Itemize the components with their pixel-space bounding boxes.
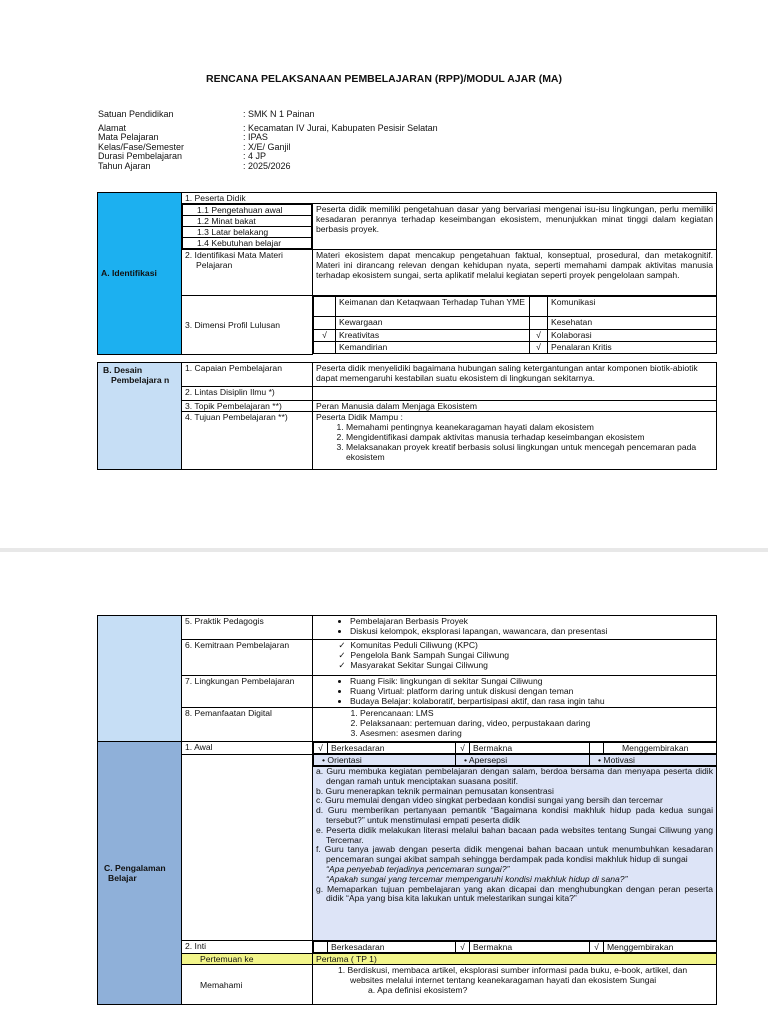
rpp-table-page2 [97, 615, 717, 1005]
awal-check [590, 743, 604, 754]
kemitraan-item: Komunitas Peduli Ciliwung (KPC) [350, 640, 478, 650]
awal-option: Apersepsi [468, 755, 508, 765]
document-title: RENCANA PELAKSANAAN PEMBELAJARAN (RPP)/MODUL AJAR (MA) [205, 73, 563, 85]
kemitraan-cell [313, 640, 717, 676]
profil-check [314, 297, 336, 317]
topik-label: 3. Topik Pembelajaran **) [182, 401, 313, 412]
profil-check [530, 317, 548, 330]
meta-key: Satuan Pendidikan [98, 109, 174, 119]
profil-check [530, 297, 548, 317]
section-b-label-text: B. Desain Pembelajara n [103, 365, 170, 385]
digital-item: 1. Perencanaan: LMS [360, 708, 713, 718]
meta-value: : X/E/ Ganjil [243, 141, 291, 152]
pd-item: 1.1 Pengetahuan awal [183, 205, 312, 216]
check-icon: ✓ [338, 660, 346, 670]
tujuan-item: 1. Memahami pentingnya keanekaragaman hayati dalam ekosistem [346, 422, 713, 432]
meta-key: Alamat [98, 122, 127, 133]
profil-item: Kewargaan [336, 317, 530, 330]
praktik-item: • Diskusi kelompok, eksplorasi lapangan, wawancara, dan presentasi [350, 626, 713, 636]
awal-option: Orientasi [327, 755, 362, 765]
profil-item: Keimanan dan Ketaqwaan Terhadap Tuhan YME [336, 297, 530, 317]
rpp-table-page1-b [97, 362, 717, 470]
profil-check: √ [314, 330, 336, 342]
section-a-label: A. Identifikasi [98, 193, 182, 355]
inti-value: Berkesadaran [328, 942, 456, 953]
praktik-label: 5. Praktik Pedagogis [182, 616, 313, 640]
meta-key: Tahun Ajaran [98, 160, 151, 171]
inti-check: √ [590, 942, 604, 953]
profil-label: 3. Dimensi Profil Lulusan [182, 296, 313, 355]
awal-value: Menggembirakan [604, 743, 717, 754]
profil-item: Komunikasi [548, 297, 717, 317]
memahami-cell [313, 965, 717, 1005]
pd-item: 1.2 Minat bakat [183, 216, 312, 227]
profil-check: √ [530, 342, 548, 354]
tujuan-item: 3. Melaksanakan proyek kreatif berbasis solusi lingkungan untuk mencegah pencemaran pada ekosistem [346, 442, 713, 462]
praktik-cell [313, 616, 717, 640]
awal-blank [182, 754, 313, 941]
pd-item: 1.4 Kebutuhan belajar [183, 238, 312, 249]
lingkungan-item: • Budaya Belajar: kolaboratif, berpartisipasi aktif, dan rasa ingin tahu [350, 696, 713, 706]
awal-item: b. Guru menerapkan teknik permainan pemusatan konsentrasi [316, 785, 554, 796]
check-icon: ✓ [338, 650, 346, 660]
profil-check [314, 317, 336, 330]
awal-item: e. Peserta didik melakukan literasi melalui bahan bacaan pada websites tentang Sungai Ciliwung yang Tercemar. [316, 824, 713, 845]
inti-value: Menggembirakan [604, 942, 717, 953]
memahami-sub: a. Apa definisi ekosistem? [368, 985, 468, 995]
inti-label: 2. Inti [182, 941, 313, 954]
profil-item: Kreativitas [336, 330, 530, 342]
section-c-label: C. Pengalaman Belajar [98, 742, 182, 1005]
pd-item: 1.3 Latar belakang [183, 227, 312, 238]
materi-label: 2. Identifikasi Mata Materi Pelajaran [182, 250, 313, 296]
meta-key: Kelas/Fase/Semester [98, 141, 185, 152]
tujuan-intro: Peserta Didik Mampu : [316, 412, 403, 422]
awal-value: Berkesadaran [328, 743, 456, 754]
kemitraan-label: 6. Kemitraan Pembelajaran [182, 640, 313, 676]
profil-item: Penalaran Kritis [548, 342, 717, 354]
inti-check [314, 942, 328, 953]
meta-value: : IPAS [243, 132, 268, 143]
digital-label: 8. Pemanfaatan Digital [182, 708, 313, 742]
pertemuan-label: Pertemuan ke [182, 954, 313, 965]
awal-row1 [313, 742, 717, 755]
profil-item: Kemandirian [336, 342, 530, 354]
kemitraan-item: Masyarakat Sekitar Sungai Ciliwung [350, 660, 488, 670]
memahami-label: Memahami [182, 965, 313, 1005]
tujuan-item: 2. Mengidentifikasi dampak aktivitas manusia terhadap keseimbangan ekosistem [346, 432, 713, 442]
cp-label: 1. Capaian Pembelajaran [182, 363, 313, 387]
profil-grid [313, 296, 717, 355]
inti-row [313, 941, 717, 954]
awal-item: g. Memaparkan tujuan pembelajaran yang akan dicapai dan menghubungkan dengan peran peserta didik “Apa yang bisa kita lakukan untuk melestarikan sungai kita?” [316, 883, 713, 904]
profil-check: √ [530, 330, 548, 342]
meta-value: : SMK N 1 Painan [243, 109, 315, 119]
meta-key: Mata Pelajaran [98, 132, 159, 143]
lingkungan-item: • Ruang Virtual: platform daring untuk diskusi dengan teman [350, 686, 713, 696]
awal-question: “Apakah sungai yang tercemar mempengaruhi kondisi makhluk hidup di sana?” [326, 873, 628, 884]
peserta-didik-heading: 1. Peserta Didik [182, 193, 717, 204]
awal-option-cell: • Apersepsi [456, 755, 590, 766]
pd-text: Peserta didik memiliki pengetahuan dasar yang bervariasi mengenai isu-isu lingkungan, perlu memiliki kesadaran perannya terhadap keseimbangan ekosistem, menunjukkan minat tinggi dalam kegiatan berbasis proyek. [313, 204, 717, 250]
tujuan-cell [313, 412, 717, 470]
digital-item: 3. Asesmen: asesmen daring [360, 728, 713, 738]
awal-option: Motivasi [603, 755, 635, 765]
lintas-label: 2. Lintas Disiplin Ilmu *) [182, 387, 313, 401]
awal-item: c. Guru memulai dengan video singkat perbedaan kondisi sungai yang bersih dan tercemar [316, 795, 663, 806]
awal-label: 1. Awal [182, 742, 313, 755]
meta-value: : 2025/2026 [243, 160, 291, 171]
tujuan-label: 4. Tujuan Pembelajaran **) [182, 412, 313, 470]
awal-item: f. Guru tanya jawab dengan peserta didik mengenai bahan bacaan untuk menumbuhkan kesadaran pencemaran sungai akibat sampah sehingga berdampak pada kondisi makhluk hidup di sungai [316, 844, 713, 865]
meta-key: Durasi Pembelajaran [98, 151, 183, 162]
profil-item: Kolaborasi [548, 330, 717, 342]
meta-value: : Kecamatan IV Jurai, Kabupaten Pesisir Selatan [243, 122, 438, 133]
profil-item: Kesehatan [548, 317, 717, 330]
meta-block [98, 110, 438, 172]
inti-check: √ [456, 942, 470, 953]
awal-activities [313, 767, 717, 941]
pd-subitems [182, 204, 313, 250]
rpp-table-page1 [97, 192, 717, 355]
profil-check [314, 342, 336, 354]
lintas-value [313, 387, 717, 401]
cp-text: Peserta didik menyelidiki bagaimana hubungan saling ketergantungan antar komponen biotik-abiotik dapat memengaruhi kestabilan suatu ekosistem di lingkungan sekitarnya. [313, 363, 717, 387]
lingkungan-label: 7. Lingkungan Pembelajaran [182, 676, 313, 708]
inti-value: Bermakna [470, 942, 590, 953]
praktik-item: • Pembelajaran Berbasis Proyek [350, 616, 713, 626]
awal-question: “Apa penyebab terjadinya pencemaran sungai?” [326, 863, 510, 874]
section-b-continued [98, 616, 182, 742]
meta-value: : 4 JP [243, 151, 267, 162]
check-icon: ✓ [338, 640, 346, 650]
lingkungan-cell [313, 676, 717, 708]
digital-cell [313, 708, 717, 742]
awal-value: Bermakna [470, 743, 590, 754]
awal-check: √ [314, 743, 328, 754]
awal-item: d. Guru memberikan pertanyaan pemantik “Bagaimana kondisi makhluk hidup pada kedua sungai tersebut?” untuk menstimulasi empati peserta didik [316, 805, 713, 825]
section-b-label-cell [98, 363, 182, 470]
page-2 [0, 552, 768, 1024]
awal-option-cell: • Motivasi [590, 755, 717, 766]
topik-text: Peran Manusia dalam Menjaga Ekosistem [313, 401, 717, 412]
materi-text: Materi ekosistem dapat mencakup pengetahuan faktual, konseptual, prosedural, dan metakognitif. Materi ini dirancang relevan dengan kehidupan nyata, seperti memahami dampak aktivitas manusia terhadap ekosistem sungai, serta aplikatif melalui kegiatan seperti proyek pengelolaan sampah. [313, 250, 717, 296]
awal-option-cell: • Orientasi [314, 755, 456, 766]
awal-item: a. Guru membuka kegiatan pembelajaran dengan salam, berdoa bersama dan menyapa peserta didik dengan ramah untuk menciptakan suasana positif. [316, 766, 713, 786]
awal-row2 [313, 754, 717, 767]
memahami-text: 1. Berdiskusi, membaca artikel, eksplorasi sumber informasi pada buku, e-book, artikel, dan websites melalui internet tentang keanekaragaman hayati dan ekosistem Sungai [338, 965, 688, 985]
pertemuan-value: Pertama ( TP 1) [313, 954, 717, 965]
awal-check: √ [456, 743, 470, 754]
kemitraan-item: Pengelola Bank Sampah Sungai Ciliwung [350, 650, 510, 660]
lingkungan-item: • Ruang Fisik: lingkungan di sekitar Sungai Ciliwung [350, 676, 713, 686]
digital-item: 2. Pelaksanaan: pertemuan daring, video, perpustakaan daring [360, 718, 713, 728]
